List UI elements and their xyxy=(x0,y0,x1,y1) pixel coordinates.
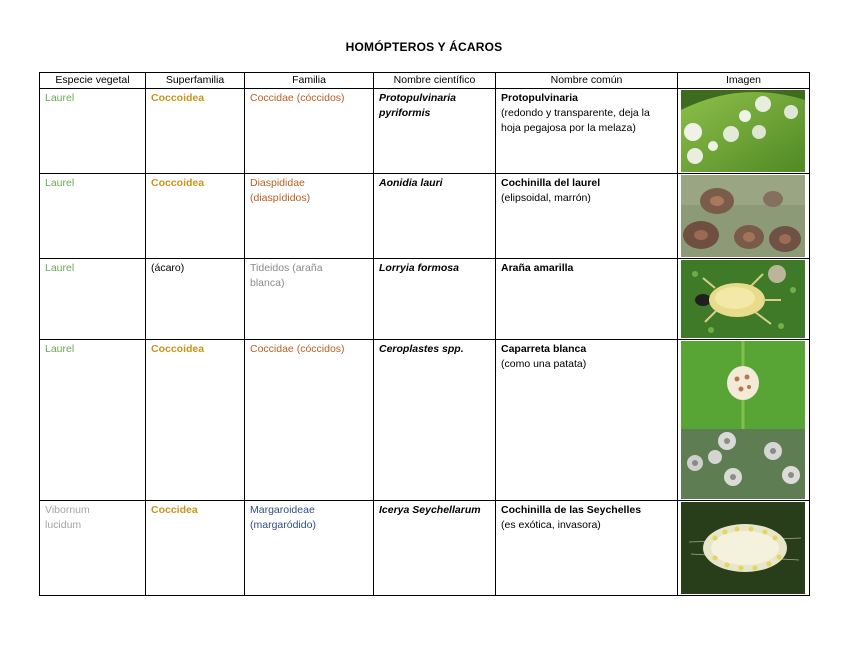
table-row xyxy=(40,89,810,174)
header-familia: Familia xyxy=(245,73,374,89)
cell-comun xyxy=(496,501,678,596)
table-row xyxy=(40,174,810,259)
cell-imagen xyxy=(678,259,810,340)
table-header-row xyxy=(40,73,810,89)
especie-text: Laurel xyxy=(45,92,75,104)
table-row xyxy=(40,340,810,501)
cientifico-text: Ceroplastes spp. xyxy=(379,343,464,355)
comun-desc: (redondo y transparente, deja la hoja pegajosa por la melaza) xyxy=(501,107,650,134)
cell-superfamilia xyxy=(146,174,245,259)
especie-text: Laurel xyxy=(45,343,75,355)
superfamilia-text: Coccoidea xyxy=(151,92,205,104)
familia-text: Coccidae (cóccidos) xyxy=(250,92,345,104)
cell-comun xyxy=(496,259,678,340)
comun-desc: (es exótica, invasora) xyxy=(501,519,601,531)
familia-text: Margaroideae xyxy=(250,504,315,516)
cell-especie xyxy=(40,501,146,596)
cientifico-text: Protopulvinaria xyxy=(379,92,457,104)
page-title: HOMÓPTEROS Y ÁCAROS xyxy=(345,40,503,54)
superfamilia-text: (ácaro) xyxy=(151,262,185,274)
superfamilia-text: Coccoidea xyxy=(151,177,205,189)
especie-text: Vibornum xyxy=(45,504,90,516)
header-imagen: Imagen xyxy=(678,73,810,89)
comun-text: Caparreta blanca xyxy=(501,343,587,355)
comun-desc: (como una patata) xyxy=(501,358,587,370)
comun-text: Cochinilla del laurel xyxy=(501,177,601,189)
cientifico-text: Icerya Seychellarum xyxy=(379,504,481,516)
cell-cientifico xyxy=(374,340,496,501)
cell-familia xyxy=(245,259,374,340)
cell-comun xyxy=(496,89,678,174)
cell-imagen xyxy=(678,89,810,174)
familia-text-2: blanca) xyxy=(250,277,285,289)
cell-comun xyxy=(496,174,678,259)
cell-familia xyxy=(245,340,374,501)
white-wax-scale-photo xyxy=(681,341,805,429)
table-row xyxy=(40,259,810,340)
cell-cientifico xyxy=(374,501,496,596)
cientifico-text-2: pyriformis xyxy=(379,107,431,119)
comun-text: Cochinilla de las Seychelles xyxy=(501,504,642,516)
familia-text: Coccidae (cóccidos) xyxy=(250,343,345,355)
header-especie: Especie vegetal xyxy=(40,73,146,89)
familia-text: Tideidos (araña xyxy=(250,262,323,274)
header-superfamilia: Superfamilia xyxy=(146,73,245,89)
header-cientifico: Nombre científico xyxy=(374,73,496,89)
brown-scales-photo xyxy=(681,175,805,257)
cell-imagen xyxy=(678,174,810,259)
especie-text: Laurel xyxy=(45,262,75,274)
cell-cientifico xyxy=(374,89,496,174)
seychelles-scale-photo xyxy=(681,502,805,594)
cell-superfamilia xyxy=(146,259,245,340)
comun-desc: (elipsoidal, marrón) xyxy=(501,192,591,204)
superfamilia-text: Coccoidea xyxy=(151,343,205,355)
cell-especie xyxy=(40,340,146,501)
table-row xyxy=(40,501,810,596)
cell-familia xyxy=(245,501,374,596)
cell-superfamilia xyxy=(146,340,245,501)
header-comun: Nombre común xyxy=(496,73,678,89)
scale-insects-on-leaf-photo xyxy=(681,90,805,172)
cell-imagen xyxy=(678,340,810,501)
cientifico-text: Lorryia formosa xyxy=(379,262,459,274)
cell-superfamilia xyxy=(146,89,245,174)
yellow-mite-photo xyxy=(681,260,805,338)
species-table xyxy=(39,72,810,596)
cell-superfamilia xyxy=(146,501,245,596)
comun-text: Araña amarilla xyxy=(501,262,574,274)
cell-imagen xyxy=(678,501,810,596)
cell-familia xyxy=(245,89,374,174)
especie-text-2: lucidum xyxy=(45,519,82,531)
familia-text-2: (diaspídidos) xyxy=(250,192,311,204)
cell-comun xyxy=(496,340,678,501)
especie-text: Laurel xyxy=(45,177,75,189)
familia-text: Diaspididae xyxy=(250,177,305,189)
superfamilia-text: Coccidea xyxy=(151,504,198,516)
familia-text-2: (margaródido) xyxy=(250,519,316,531)
wax-scales-group-photo xyxy=(681,429,805,499)
cell-especie xyxy=(40,174,146,259)
cell-cientifico xyxy=(374,174,496,259)
cell-especie xyxy=(40,259,146,340)
cell-cientifico xyxy=(374,259,496,340)
cientifico-text: Aonidia lauri xyxy=(379,177,443,189)
cell-especie xyxy=(40,89,146,174)
comun-text: Protopulvinaria xyxy=(501,92,579,104)
cell-familia xyxy=(245,174,374,259)
